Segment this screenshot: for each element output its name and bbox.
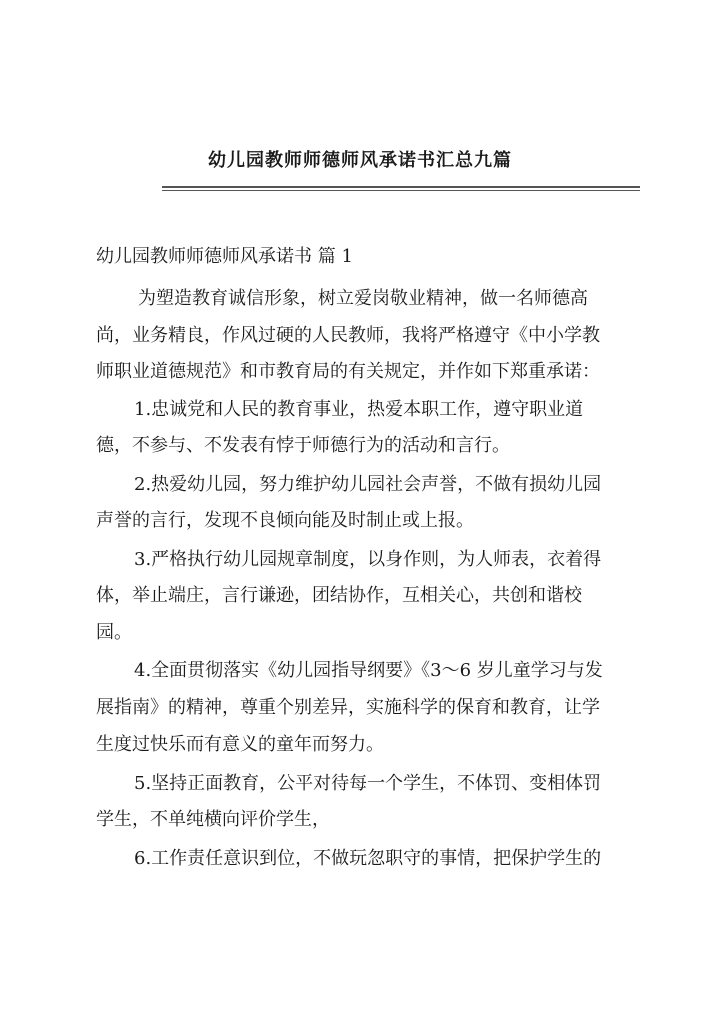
title-rule-thick	[162, 186, 640, 188]
paragraph-line: 2.热爱幼儿园，努力维护幼儿园社会声誉，不做有损幼儿园	[134, 474, 602, 495]
paragraph-line: 生度过快乐而有意义的童年而努力。	[96, 734, 384, 755]
paragraph-line: 体，举止端庄，言行谦逊，团结协作，互相关心，共创和谐校	[96, 585, 582, 606]
paragraph-line: 尚，业务精良，作风过硬的人民教师，我将严格遵守《中小学教	[96, 325, 600, 346]
paragraph-line: 师职业道德规范》和市教育局的有关规定，并作如下郑重承诺：	[96, 361, 600, 382]
paragraph-line: 5.坚持正面教育，公平对待每一个学生，不体罚、变相体罚	[134, 773, 602, 794]
paragraph-line: 1.忠诚党和人民的教育事业，热爱本职工作，遵守职业道	[134, 399, 584, 420]
paragraph-line: 4.全面贯彻落实《幼儿园指导纲要》《3～6 岁儿童学习与发	[134, 660, 603, 681]
paragraph-line: 3.严格执行幼儿园规章制度，以身作则，为人师表，衣着得	[134, 549, 602, 570]
section-heading: 幼儿园教师师德师风承诺书 篇 1	[96, 246, 353, 267]
paragraph-line: 声誉的言行，发现不良倾向能及时制止或上报。	[96, 510, 474, 531]
title-rule-thin	[162, 190, 640, 191]
paragraph-line: 学生，不单纯横向评价学生，	[96, 809, 330, 830]
document-title: 幼儿园教师师德师风承诺书汇总九篇	[208, 150, 512, 171]
paragraph-line: 展指南》的精神，尊重个别差异，实施科学的保育和教育，让学	[96, 697, 600, 718]
paragraph-line: 为塑造教育诚信形象，树立爱岗敬业精神，做一名师德高	[138, 288, 588, 309]
paragraph-line: 德，不参与、不发表有悖于师德行为的活动和言行。	[96, 435, 510, 456]
paragraph-line: 园。	[96, 622, 132, 643]
paragraph-line: 6.工作责任意识到位，不做玩忽职守的事情，把保护学生的	[134, 848, 602, 869]
